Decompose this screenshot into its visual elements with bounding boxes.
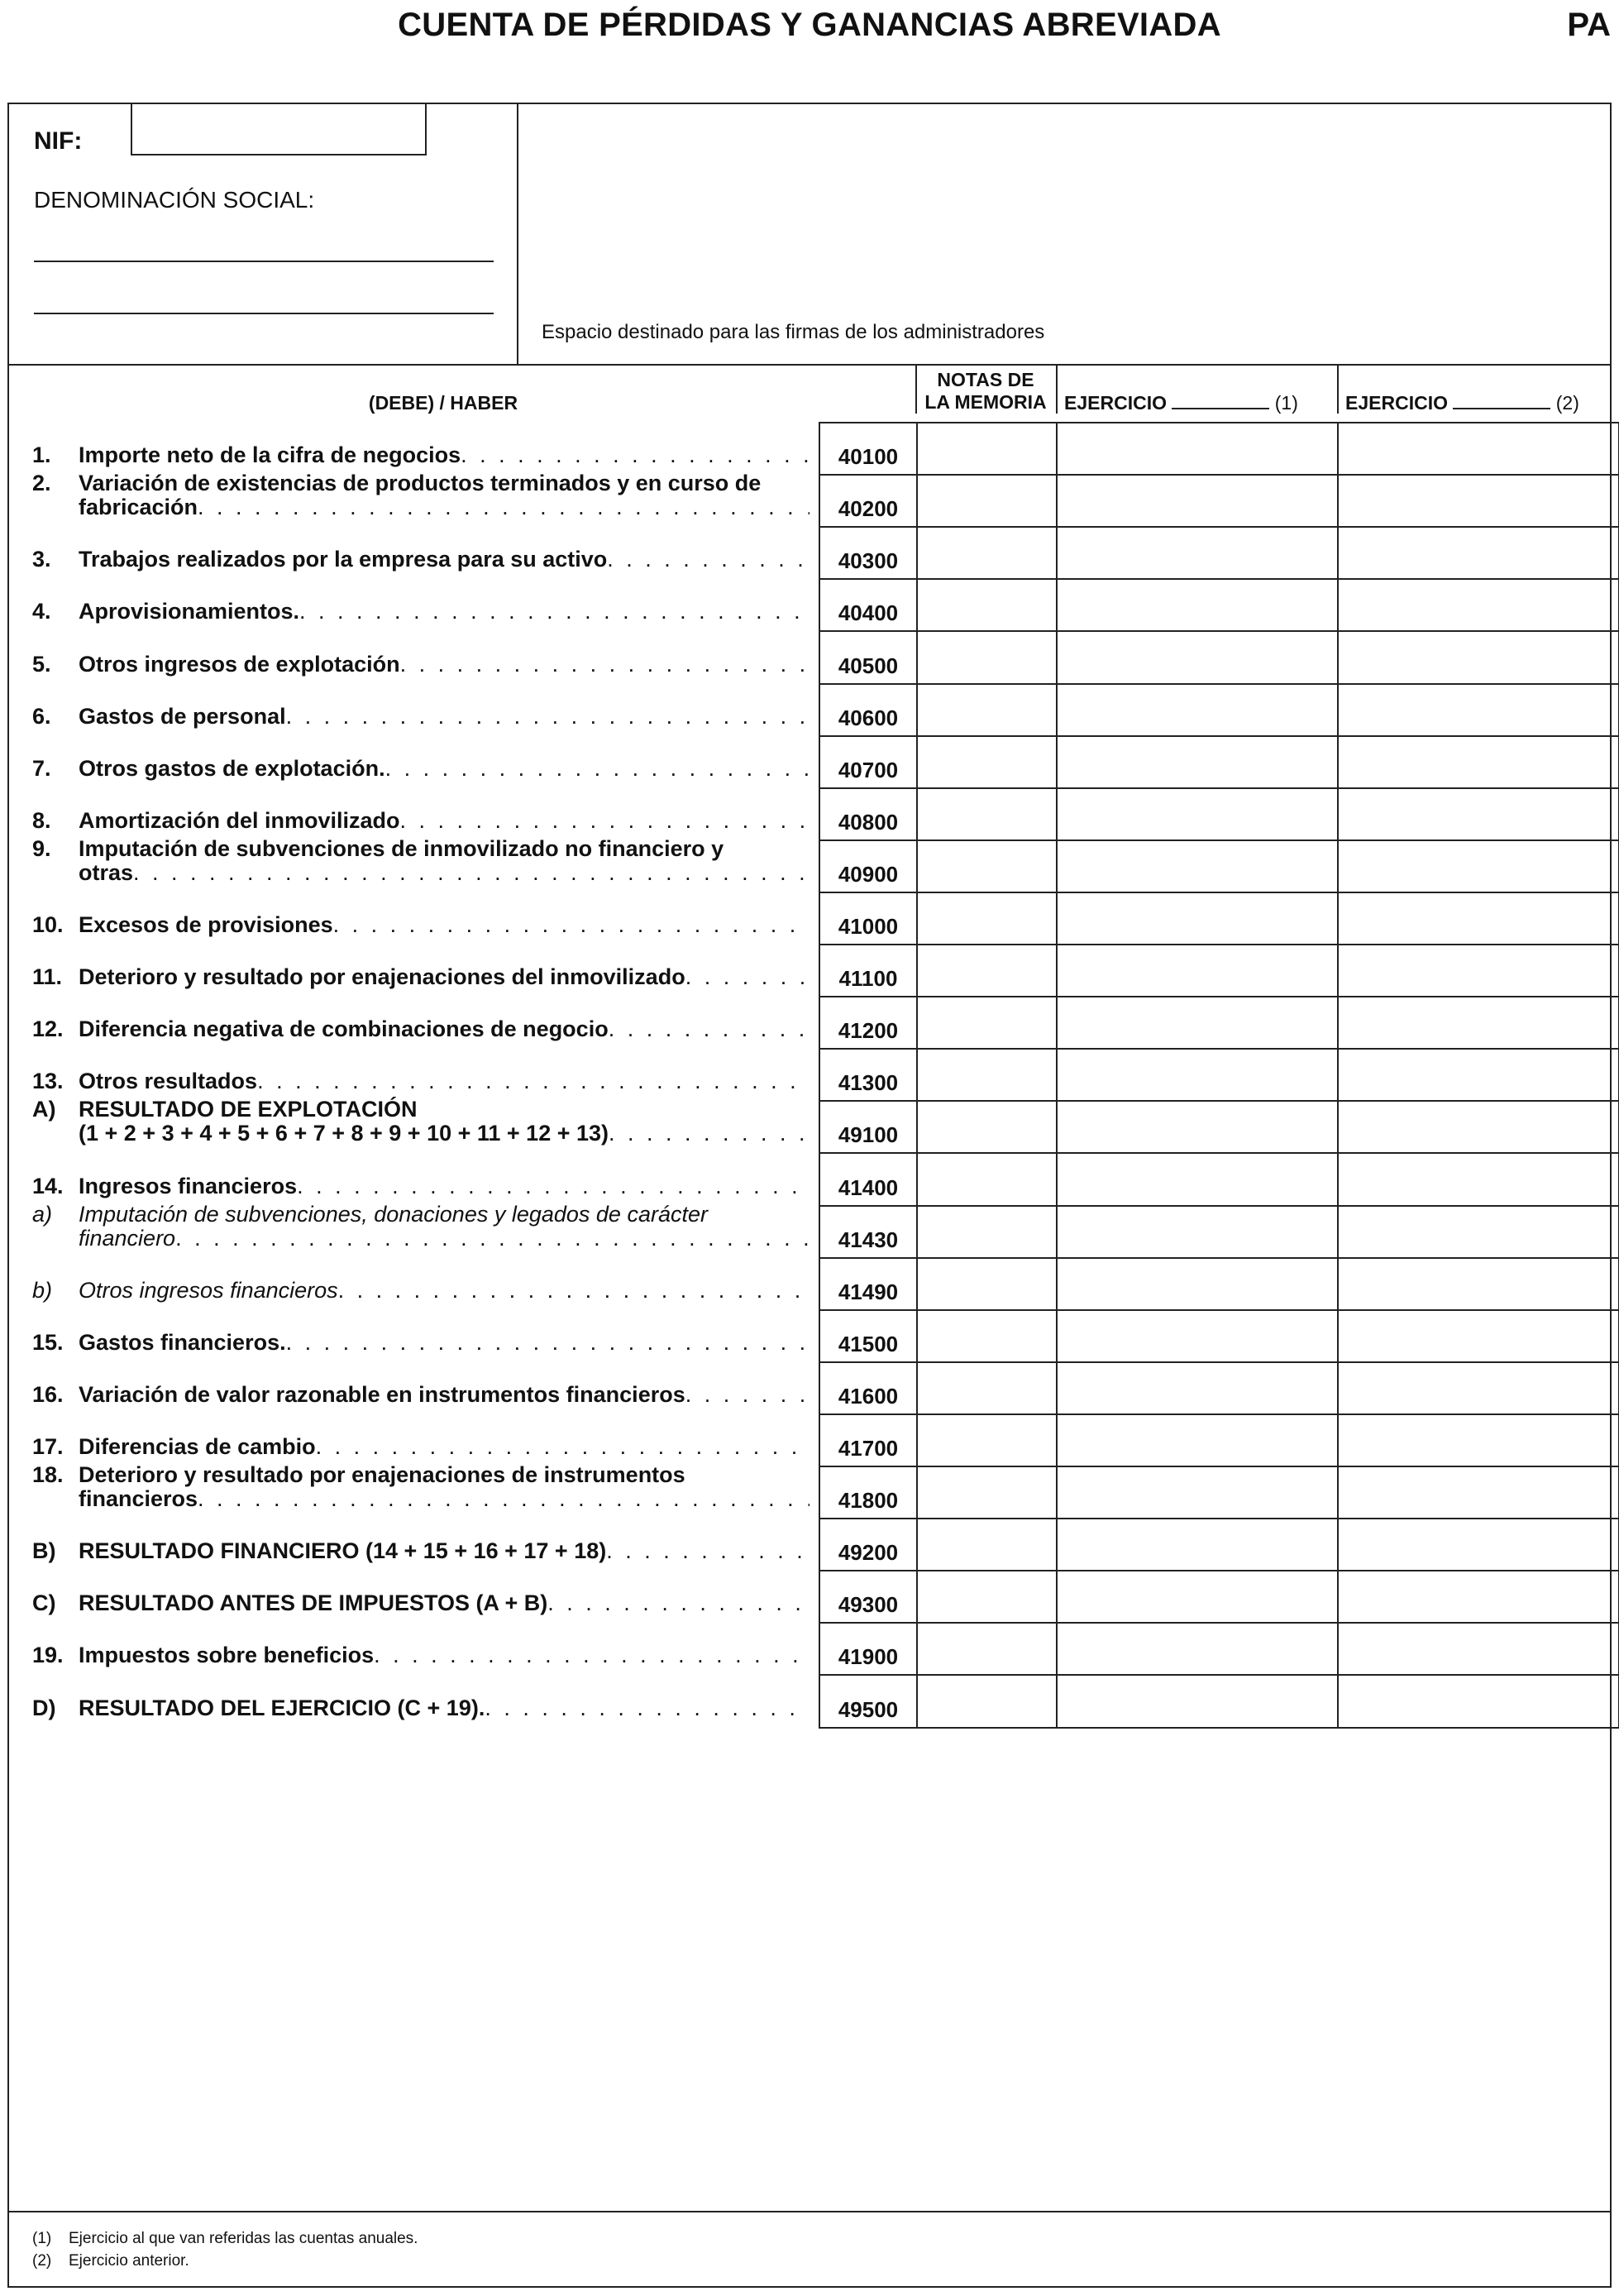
notas-cell[interactable]	[916, 787, 1058, 841]
row-text-line: financieros	[79, 1486, 198, 1511]
notas-header	[915, 369, 1056, 414]
ejercicio2-cell[interactable]	[1337, 1674, 1619, 1729]
ejercicio1-cell[interactable]	[1056, 735, 1339, 789]
form-title: CUENTA DE PÉRDIDAS Y GANANCIAS ABREVIADA	[398, 7, 1221, 43]
account-code: 41300	[819, 1048, 918, 1102]
row-number: D)	[32, 1696, 56, 1720]
row-text-line: Ingresos financieros	[79, 1174, 298, 1198]
row-number: 3.	[32, 547, 51, 572]
row-text-line: Variación de existencias de productos terminados y en curso de	[79, 471, 762, 495]
ejercicio1-header-left-rule	[1056, 364, 1058, 414]
row-label	[32, 1383, 810, 1407]
ejercicio1-year-blank[interactable]	[1172, 393, 1269, 409]
row-number: 1.	[32, 442, 51, 467]
row-text-line: Otros ingresos de explotación	[79, 652, 400, 677]
row-number: C)	[32, 1590, 56, 1615]
row-number: 14.	[32, 1174, 64, 1198]
debe-haber-header: (DEBE) / HABER	[368, 392, 518, 414]
ejercicio2-cell[interactable]	[1337, 1570, 1619, 1624]
account-code: 41100	[819, 944, 918, 997]
denominacion-label: DENOMINACIÓN SOCIAL:	[34, 187, 315, 213]
account-code: 40300	[819, 526, 918, 580]
row-number: 18.	[32, 1462, 64, 1487]
row-label	[32, 471, 810, 519]
row-label	[32, 1463, 810, 1511]
account-code: 40600	[819, 683, 918, 737]
leader-dots	[400, 653, 810, 677]
row-text-line: Gastos de personal	[79, 704, 286, 729]
leader-dots	[333, 913, 810, 937]
row-text-line: Imputación de subvenciones de inmovilizado no financiero y	[79, 836, 724, 861]
row-text-line: Imputación de subvenciones, donaciones y legados de carácter	[79, 1202, 708, 1227]
firmas-label: Espacio destinado para las firmas de los administradores	[542, 321, 1045, 343]
ejercicio1-cell[interactable]	[1056, 1570, 1339, 1624]
leader-dots	[297, 1174, 810, 1198]
row-label	[32, 443, 810, 467]
account-code: 49200	[819, 1518, 918, 1571]
row-label	[32, 1696, 810, 1720]
row-text-line: Aprovisionamientos.	[79, 599, 300, 624]
ejercicio1-cell[interactable]	[1056, 1674, 1339, 1729]
leader-dots	[316, 1435, 810, 1459]
row-text-line: Diferencia negativa de combinaciones de negocio	[79, 1016, 609, 1041]
row-number: 17.	[32, 1434, 64, 1459]
row-number: 8.	[32, 808, 51, 833]
ejercicio2-cell[interactable]	[1337, 1257, 1619, 1311]
ejercicio1-cell[interactable]	[1056, 474, 1339, 528]
ejercicio1-header	[1064, 392, 1329, 414]
ejercicio2-cell[interactable]	[1337, 787, 1619, 841]
ejercicio1-cell[interactable]	[1056, 578, 1339, 632]
ejercicio1-cell[interactable]	[1056, 1518, 1339, 1571]
ejercicio2-cell[interactable]	[1337, 735, 1619, 789]
notas-cell[interactable]	[916, 526, 1058, 580]
footnote-number: (1)	[32, 2230, 52, 2247]
ejercicio2-cell[interactable]	[1337, 1309, 1619, 1363]
row-label	[32, 809, 810, 833]
ejercicio2-header	[1345, 392, 1610, 414]
row-number: 19.	[32, 1643, 64, 1667]
notas-cell[interactable]	[916, 1048, 1058, 1102]
account-code: 41490	[819, 1257, 918, 1311]
leader-dots	[198, 1487, 810, 1511]
row-number: 11.	[32, 964, 63, 989]
nif-label: NIF:	[34, 127, 83, 155]
footnote	[32, 2252, 189, 2270]
row-number: 9.	[32, 836, 51, 861]
row-label	[32, 1435, 810, 1459]
row-text-line: otras	[79, 860, 134, 885]
ejercicio2-year-blank[interactable]	[1453, 393, 1550, 409]
ejercicio1-cell[interactable]	[1056, 1048, 1339, 1102]
row-number: 15.	[32, 1330, 64, 1355]
row-label	[32, 1539, 810, 1563]
ejercicio2-cell[interactable]	[1337, 1361, 1619, 1415]
leader-dots	[685, 965, 810, 989]
header-divider	[517, 104, 518, 364]
notas-cell[interactable]	[916, 1257, 1058, 1311]
row-label	[32, 1069, 810, 1093]
footnote-number: (2)	[32, 2252, 52, 2270]
ejercicio2-cell[interactable]	[1337, 1622, 1619, 1676]
ejercicio2-header-left-rule	[1337, 364, 1339, 414]
row-number: 5.	[32, 652, 51, 677]
leader-dots	[257, 1069, 810, 1093]
row-text-line: (1 + 2 + 3 + 4 + 5 + 6 + 7 + 8 + 9 + 10 + 11 + 12 + 13)	[79, 1121, 609, 1146]
ejercicio1-cell[interactable]	[1056, 996, 1339, 1050]
account-code: 49500	[819, 1674, 918, 1729]
footnote-text: Ejercicio al que van referidas las cuentas anuales.	[69, 2230, 418, 2247]
ejercicio1-cell[interactable]	[1056, 422, 1339, 476]
footnote-separator	[9, 2211, 1610, 2212]
ejercicio1-cell[interactable]	[1056, 1257, 1339, 1311]
notas-cell[interactable]	[916, 735, 1058, 789]
ejercicio1-cell[interactable]	[1056, 1309, 1339, 1363]
account-code: 41800	[819, 1466, 918, 1519]
leader-dots	[400, 809, 810, 833]
leader-dots	[547, 1591, 810, 1615]
notas-cell[interactable]	[916, 422, 1058, 476]
ejercicio1-cell[interactable]	[1056, 526, 1339, 580]
account-code: 40500	[819, 630, 918, 685]
account-code: 41430	[819, 1205, 918, 1259]
account-code: 41700	[819, 1413, 918, 1467]
ejercicio1-cell[interactable]	[1056, 1205, 1339, 1259]
ejercicio2-label: EJERCICIO	[1345, 392, 1448, 414]
account-code: 40700	[819, 735, 918, 789]
row-text-line: Importe neto de la cifra de negocios	[79, 442, 461, 467]
ejercicio1-label: EJERCICIO	[1064, 392, 1167, 414]
notas-cell[interactable]	[916, 1413, 1058, 1467]
account-code: 41600	[819, 1361, 918, 1415]
row-number: A)	[32, 1097, 56, 1122]
row-label	[32, 653, 810, 677]
row-number: 13.	[32, 1069, 64, 1093]
ejercicio1-cell[interactable]	[1056, 1361, 1339, 1415]
header-bottom-rule	[9, 364, 1610, 366]
ejercicio1-cell[interactable]	[1056, 1152, 1339, 1207]
ejercicio2-cell[interactable]	[1337, 578, 1619, 632]
notas-cell[interactable]	[916, 578, 1058, 632]
footnote-text: Ejercicio anterior.	[69, 2252, 189, 2270]
ejercicio1-cell[interactable]	[1056, 1466, 1339, 1519]
account-code: 40200	[819, 474, 918, 528]
account-code: 41200	[819, 996, 918, 1050]
notas-cell[interactable]	[916, 839, 1058, 893]
leader-dots	[607, 548, 810, 572]
row-text-line: RESULTADO DEL EJERCICIO (C + 19).	[79, 1696, 485, 1720]
ejercicio2-cell[interactable]	[1337, 892, 1619, 945]
ejercicio1-cell[interactable]	[1056, 787, 1339, 841]
notas-cell[interactable]	[916, 1100, 1058, 1154]
notas-cell[interactable]	[916, 1152, 1058, 1207]
row-text-line: Gastos financieros.	[79, 1330, 286, 1355]
ejercicio1-cell[interactable]	[1056, 1413, 1339, 1467]
row-label	[32, 1591, 810, 1615]
account-code: 49100	[819, 1100, 918, 1154]
leader-dots	[286, 1331, 810, 1355]
account-code: 40400	[819, 578, 918, 632]
row-number: 16.	[32, 1382, 64, 1407]
row-number: 10.	[32, 912, 64, 937]
ejercicio2-cell[interactable]	[1337, 422, 1619, 476]
footnote	[32, 2230, 418, 2248]
ejercicio2-cell[interactable]	[1337, 996, 1619, 1050]
row-label	[32, 1331, 810, 1355]
row-label	[32, 705, 810, 729]
leader-dots	[286, 705, 810, 729]
notas-cell[interactable]	[916, 630, 1058, 685]
form-frame	[7, 103, 1612, 2288]
denominacion-line-1[interactable]	[34, 261, 494, 262]
row-text-line: Otros ingresos financieros	[79, 1278, 338, 1303]
notas-cell[interactable]	[916, 892, 1058, 945]
row-text-line: Deterioro y resultado por enajenaciones de instrumentos	[79, 1462, 685, 1487]
ejercicio1-ref: (1)	[1274, 392, 1298, 414]
account-code: 49300	[819, 1570, 918, 1624]
row-label	[32, 757, 810, 781]
row-text-line: Amortización del inmovilizado	[79, 808, 400, 833]
form-code: PA	[1567, 7, 1611, 43]
account-code: 41000	[819, 892, 918, 945]
notas-cell[interactable]	[916, 944, 1058, 997]
nif-field[interactable]	[131, 103, 427, 155]
ejercicio2-cell[interactable]	[1337, 1518, 1619, 1571]
row-number: 4.	[32, 599, 51, 624]
leader-dots	[385, 757, 810, 781]
leader-dots	[485, 1696, 810, 1720]
row-number: 6.	[32, 704, 51, 729]
ejercicio2-cell[interactable]	[1337, 1048, 1619, 1102]
row-text-line: Variación de valor razonable en instrumentos financieros	[79, 1382, 685, 1407]
row-number: B)	[32, 1538, 56, 1563]
row-label	[32, 965, 810, 989]
leader-dots	[685, 1383, 810, 1407]
ejercicio1-cell[interactable]	[1056, 683, 1339, 737]
account-code: 40800	[819, 787, 918, 841]
ejercicio2-cell[interactable]	[1337, 839, 1619, 893]
row-text-line: Trabajos realizados por la empresa para su activo	[79, 547, 608, 572]
leader-dots	[374, 1643, 810, 1667]
leader-dots	[609, 1017, 810, 1041]
account-code: 40100	[819, 422, 918, 476]
ejercicio1-cell[interactable]	[1056, 1100, 1339, 1154]
row-label	[32, 1203, 810, 1251]
row-text-line: Diferencias de cambio	[79, 1434, 316, 1459]
leader-dots	[198, 495, 810, 519]
notas-cell[interactable]	[916, 1622, 1058, 1676]
notas-cell[interactable]	[916, 1309, 1058, 1363]
row-label	[32, 1098, 810, 1146]
notas-cell[interactable]	[916, 683, 1058, 737]
notas-header-line1: NOTAS DE	[937, 369, 1034, 390]
ejercicio1-cell[interactable]	[1056, 839, 1339, 893]
row-text-line: RESULTADO ANTES DE IMPUESTOS (A + B)	[79, 1590, 548, 1615]
ejercicio2-cell[interactable]	[1337, 683, 1619, 737]
row-text-line: Impuestos sobre beneficios	[79, 1643, 375, 1667]
ejercicio2-cell[interactable]	[1337, 474, 1619, 528]
notas-cell[interactable]	[916, 1570, 1058, 1624]
row-number: b)	[32, 1278, 53, 1303]
ejercicio2-cell[interactable]	[1337, 1100, 1619, 1154]
notas-cell[interactable]	[916, 474, 1058, 528]
ejercicio1-cell[interactable]	[1056, 944, 1339, 997]
row-label	[32, 548, 810, 572]
ejercicio2-cell[interactable]	[1337, 1466, 1619, 1519]
ejercicio2-cell[interactable]	[1337, 526, 1619, 580]
account-code: 41400	[819, 1152, 918, 1207]
leader-dots	[609, 1122, 810, 1146]
ejercicio2-ref: (2)	[1555, 392, 1579, 414]
row-text-line: Deterioro y resultado por enajenaciones del inmovilizado	[79, 964, 685, 989]
leader-dots	[338, 1279, 810, 1303]
account-code: 41900	[819, 1622, 918, 1676]
notas-header-line2: LA MEMORIA	[924, 391, 1047, 413]
row-text-line: Otros gastos de explotación.	[79, 756, 385, 781]
notas-cell[interactable]	[916, 1361, 1058, 1415]
row-text-line: RESULTADO FINANCIERO (14 + 15 + 16 + 17 + 18)	[79, 1538, 607, 1563]
notas-cell[interactable]	[916, 1205, 1058, 1259]
row-label	[32, 913, 810, 937]
denominacion-line-2[interactable]	[34, 313, 494, 314]
row-number: 7.	[32, 756, 51, 781]
notas-header-left-rule	[915, 364, 917, 414]
row-number: a)	[32, 1202, 53, 1227]
row-label	[32, 1279, 810, 1303]
notas-cell[interactable]	[916, 1466, 1058, 1519]
row-label	[32, 837, 810, 885]
leader-dots	[133, 861, 810, 885]
row-text-line: financiero	[79, 1226, 176, 1251]
leader-dots	[606, 1539, 810, 1563]
ejercicio1-cell[interactable]	[1056, 1622, 1339, 1676]
ejercicio2-cell[interactable]	[1337, 1413, 1619, 1467]
row-text-line: Otros resultados	[79, 1069, 258, 1093]
row-number: 2.	[32, 471, 51, 495]
leader-dots	[299, 600, 810, 624]
ejercicio2-cell[interactable]	[1337, 1152, 1619, 1207]
row-label	[32, 600, 810, 624]
row-label	[32, 1017, 810, 1041]
ejercicio2-cell[interactable]	[1337, 630, 1619, 685]
row-number: 12.	[32, 1016, 64, 1041]
leader-dots	[175, 1227, 810, 1251]
ejercicio1-cell[interactable]	[1056, 630, 1339, 685]
row-label	[32, 1174, 810, 1198]
account-code: 40900	[819, 839, 918, 893]
ejercicio2-cell[interactable]	[1337, 1205, 1619, 1259]
notas-cell[interactable]	[916, 996, 1058, 1050]
row-label	[32, 1643, 810, 1667]
row-text-line: Excesos de provisiones	[79, 912, 333, 937]
row-text-line: fabricación	[79, 495, 198, 519]
account-code: 41500	[819, 1309, 918, 1363]
ejercicio2-cell[interactable]	[1337, 944, 1619, 997]
ejercicio1-cell[interactable]	[1056, 892, 1339, 945]
leader-dots	[461, 443, 810, 467]
notas-cell[interactable]	[916, 1674, 1058, 1729]
notas-cell[interactable]	[916, 1518, 1058, 1571]
row-text-line: RESULTADO DE EXPLOTACIÓN	[79, 1097, 418, 1122]
